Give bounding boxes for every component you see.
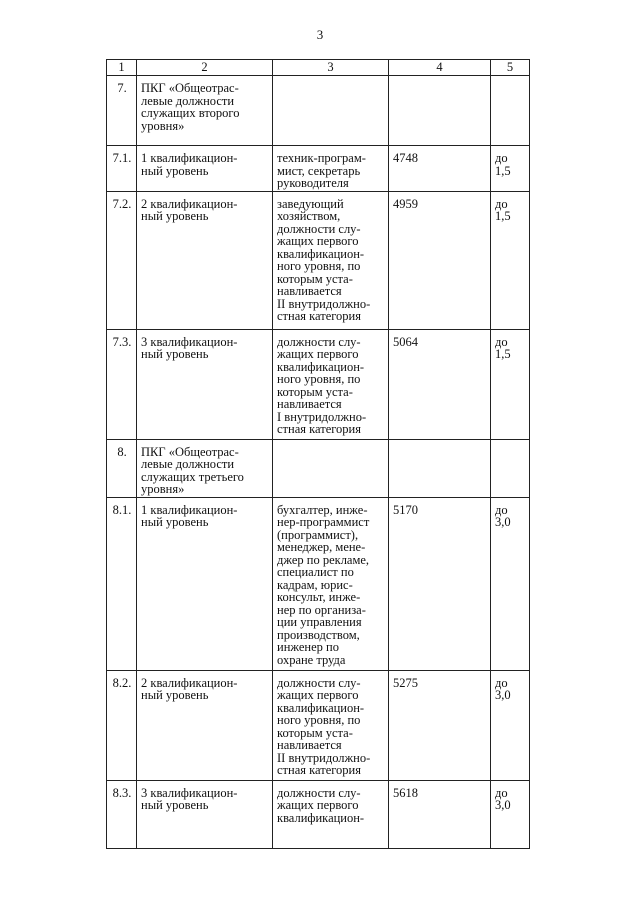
table-header-row (107, 60, 530, 76)
row-number: 8.2. (107, 670, 137, 780)
salary (389, 439, 491, 497)
positions: бухгалтер, инже- нер-программист (программист), менеджер, мене- джер по рекламе, специалист по кадрам, юрис- консульт, инже- нер по организа- ции управления производством, инженер по охране труда (273, 497, 389, 670)
column-header: 1 (107, 60, 137, 76)
column-header: 5 (491, 60, 530, 76)
table-row (107, 76, 530, 146)
coefficient (491, 76, 530, 146)
positions: техник-програм- мист, секретарь руководителя (273, 146, 389, 192)
row-number: 7.1. (107, 146, 137, 192)
group-name: 2 квалификацион- ный уровень (137, 191, 273, 329)
positions: должности слу- жащих первого квалификацион- ного уровня, по которым уста- навливается I внутридолжно- стная категория (273, 329, 389, 439)
column-header: 2 (137, 60, 273, 76)
salary: 5064 (389, 329, 491, 439)
group-name: 2 квалификацион- ный уровень (137, 670, 273, 780)
coefficient: до 1,5 (491, 146, 530, 192)
group-name: 1 квалификацион- ный уровень (137, 146, 273, 192)
table-row (107, 497, 530, 670)
column-header: 3 (273, 60, 389, 76)
group-name: ПКГ «Общеотрас- левые должности служащих третьего уровня» (137, 439, 273, 497)
row-number: 8.3. (107, 780, 137, 848)
table-row (107, 191, 530, 329)
coefficient: до 1,5 (491, 191, 530, 329)
group-name: 1 квалификацион- ный уровень (137, 497, 273, 670)
column-header: 4 (389, 60, 491, 76)
group-name: ПКГ «Общеотрас- левые должности служащих второго уровня» (137, 76, 273, 146)
salary: 4959 (389, 191, 491, 329)
salary: 5618 (389, 780, 491, 848)
positions (273, 439, 389, 497)
coefficient: до 3,0 (491, 670, 530, 780)
positions (273, 76, 389, 146)
salary: 5170 (389, 497, 491, 670)
group-name: 3 квалификацион- ный уровень (137, 329, 273, 439)
row-number: 7.3. (107, 329, 137, 439)
salary-table (106, 59, 530, 849)
salary: 4748 (389, 146, 491, 192)
coefficient: до 3,0 (491, 780, 530, 848)
coefficient (491, 439, 530, 497)
table-row (107, 780, 530, 848)
row-number: 8. (107, 439, 137, 497)
table-row (107, 439, 530, 497)
page-number: 3 (316, 27, 324, 42)
positions: должности слу- жащих первого квалификацион- ного уровня, по которым уста- навливается II внутридолжно- стная категория (273, 670, 389, 780)
coefficient: до 3,0 (491, 497, 530, 670)
table-row (107, 146, 530, 192)
coefficient: до 1,5 (491, 329, 530, 439)
table-row (107, 329, 530, 439)
row-number: 7. (107, 76, 137, 146)
positions: заведующий хозяйством, должности слу- жащих первого квалификацион- ного уровня, по которым уста- навливается II внутридолжно- стная категория (273, 191, 389, 329)
row-number: 7.2. (107, 191, 137, 329)
salary: 5275 (389, 670, 491, 780)
group-name: 3 квалификацион- ный уровень (137, 780, 273, 848)
positions: должности слу- жащих первого квалификацион- (273, 780, 389, 848)
row-number: 8.1. (107, 497, 137, 670)
table-row (107, 670, 530, 780)
salary (389, 76, 491, 146)
